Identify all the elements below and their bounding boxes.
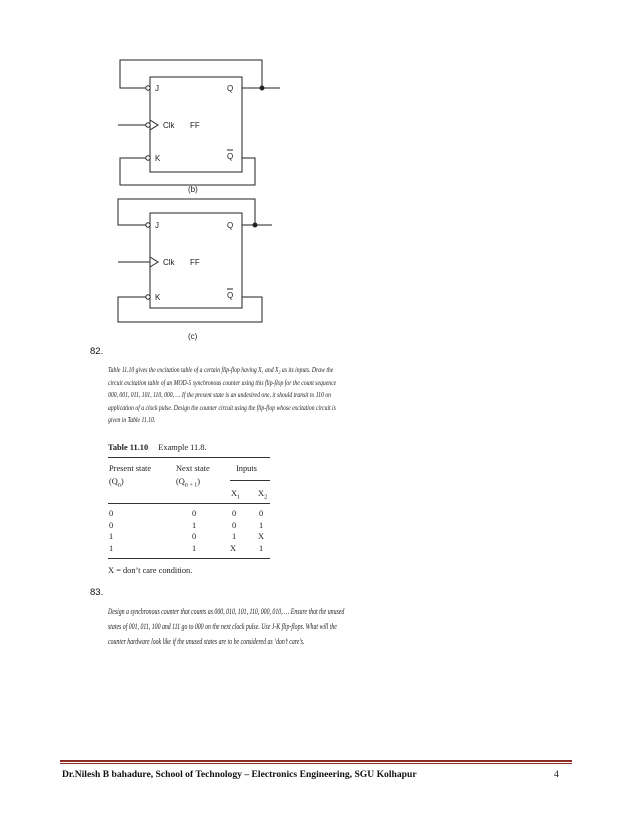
cell-present: 0 xyxy=(109,520,114,530)
cell-x1: 0 xyxy=(232,509,237,518)
wire-q-to-j-b xyxy=(120,60,262,88)
table-row xyxy=(108,509,270,521)
paragraph-line: circuit excitation table of an MOD-5 synchronous counter using this flip-flop for the count sequence xyxy=(108,377,337,387)
pin-ff-b: FF xyxy=(190,121,200,130)
header-next-state: Next state xyxy=(176,464,210,473)
footer-rule-thin xyxy=(60,763,572,764)
cell-present: 0 xyxy=(109,509,114,518)
question-number-82: 82. xyxy=(90,346,104,357)
paragraph-line: application of a clock pulse. Design the counter circuit using the flip-flop whose excitation circuit is xyxy=(108,402,336,412)
header-x2: $X_2$ xyxy=(258,489,268,501)
cell-next: 1 xyxy=(192,520,197,530)
pin-clk-c: Clk xyxy=(163,258,175,267)
pin-j-b: J xyxy=(155,84,159,93)
cell-x1: 0 xyxy=(232,520,237,530)
table-row xyxy=(108,521,270,533)
question-83-text xyxy=(108,604,455,649)
footer-rule-thick xyxy=(60,760,572,762)
pin-q-b: Q xyxy=(227,84,234,93)
pin-j-c: J xyxy=(155,221,159,230)
page-number: 4 xyxy=(554,769,559,780)
paragraph-line: Design a synchronous counter that counts as 000, 010, 101, 110, 000, 010, … Ensure that the unused xyxy=(108,606,345,616)
flip-flop-diagrams xyxy=(0,0,638,360)
table-row xyxy=(108,532,270,544)
inputs-rule xyxy=(230,480,270,481)
caption-c: (c) xyxy=(188,332,198,341)
question-82-text xyxy=(108,364,401,427)
pin-qbar-c: Q xyxy=(227,291,234,300)
cell-x1: 1 xyxy=(232,532,237,541)
clock-wedge-c xyxy=(150,257,158,267)
header-inputs: Inputs xyxy=(236,464,257,473)
pin-k-c: K xyxy=(155,293,161,302)
table-title xyxy=(108,443,207,452)
pin-clk-b: Clk xyxy=(163,121,175,130)
table-header-rule xyxy=(108,503,270,504)
table-title-number: Table 11.10 xyxy=(108,443,149,452)
cell-x2: 0 xyxy=(259,509,264,518)
question-number-83: 83. xyxy=(90,587,104,598)
header-next-symbol: $(Q_{n + 1})$ xyxy=(176,477,201,489)
paragraph-line: states of 001, 011, 100 and 111 go to 000 on the next clock pulse. Use J-K flip-flops. What will the xyxy=(108,621,337,631)
cell-next: 0 xyxy=(192,509,197,518)
cell-next: 0 xyxy=(192,532,197,541)
wire-q-to-j-c xyxy=(118,199,255,225)
paragraph-line: Table 11.10 gives the excitation table of a certain flip-flop having X₁ and X₂ as its inputs. Draw the xyxy=(108,365,334,374)
table-row xyxy=(108,544,270,556)
table-bottom-rule xyxy=(108,558,270,559)
table-title-caption: Example 11.8. xyxy=(158,443,207,452)
header-present-symbol: $(Q_n)$ xyxy=(109,477,124,489)
paragraph-line: counter hardware look like if the unused states are to be considered as ‘don’t care’s. xyxy=(108,636,305,646)
cell-present: 1 xyxy=(109,532,114,541)
footer-text: Dr.Nilesh B bahadure, School of Technology – Electronics Engineering, SGU Kolhapur xyxy=(62,769,417,780)
clock-wedge-b xyxy=(150,120,158,130)
table-body xyxy=(108,509,270,555)
pin-qbar-b: Q xyxy=(227,152,234,161)
cell-present: 1 xyxy=(109,543,114,553)
cell-x2: 1 xyxy=(259,520,264,530)
pin-ff-c: FF xyxy=(190,258,200,267)
caption-b: (b) xyxy=(188,185,198,194)
wire-qbar-to-k-c xyxy=(118,297,262,322)
pin-q-c: Q xyxy=(227,221,234,230)
pin-k-b: K xyxy=(155,154,161,163)
table-top-rule xyxy=(108,457,270,458)
header-present-state: Present state xyxy=(109,464,152,473)
cell-x2: X xyxy=(258,532,265,541)
cell-x2: 1 xyxy=(259,543,264,553)
paragraph-line: given in Table 11.10. xyxy=(108,415,156,425)
header-x1: $X_1$ xyxy=(231,489,241,501)
cell-x1: X xyxy=(230,543,237,553)
paragraph-line: 000, 001, 011, 101, 110, 000, … If the present state is an undesired one, it should transit to 110 on xyxy=(108,390,331,400)
cell-next: 1 xyxy=(192,543,197,553)
table-note: X = don’t care condition. xyxy=(108,566,193,575)
